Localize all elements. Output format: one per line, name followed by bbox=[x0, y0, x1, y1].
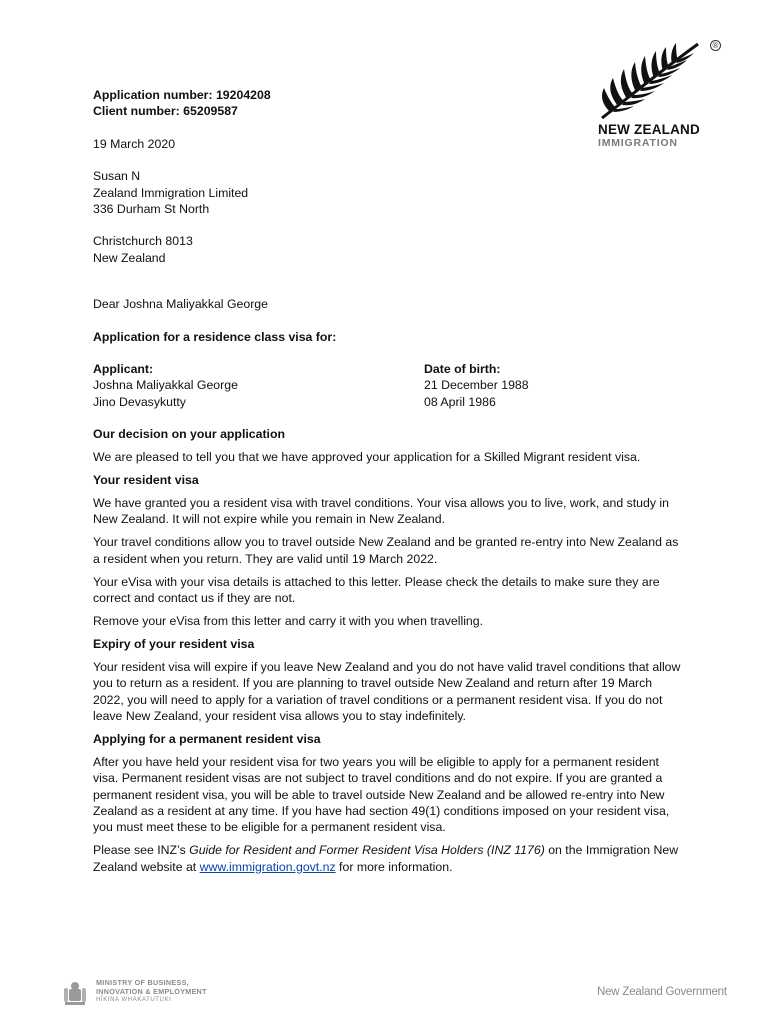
paragraph-more-info: Please see INZ’s Guide for Resident and Former Resident Visa Holders (INZ 1176) on the Immigration New Zealand website at www.immigration.govt.nz for more information. bbox=[93, 843, 679, 874]
mbie-logo bbox=[60, 977, 207, 1007]
mbie-line: MINISTRY OF BUSINESS, bbox=[96, 978, 189, 988]
address-line: New Zealand bbox=[93, 250, 166, 265]
paragraph: Remove your eVisa from this letter and carry it with you when travelling. bbox=[93, 613, 484, 628]
section-title-expiry: Expiry of your resident visa bbox=[93, 636, 255, 651]
coat-of-arms-icon bbox=[60, 977, 90, 1007]
client-number: Client number: 65209587 bbox=[93, 104, 238, 119]
paragraph: After you have held your resident visa for two years you will be eligible to apply for a permanent resident visa. Permanent resident visas are not subject to travel conditions and do not expire. If you are granted a permanent resident visa, you will be able to travel outside New Zealand and be allowed re-entry into New Zealand as a resident at any time. If you have had section 49(1) conditions imposed on your resident visa, you must meet these to be eligible for a permanent resident visa. bbox=[93, 754, 670, 835]
immigration-website-link[interactable]: www.immigration.govt.nz bbox=[199, 859, 336, 874]
letter-body bbox=[93, 87, 683, 882]
address-line: Christchurch 8013 bbox=[93, 234, 193, 249]
logo-title: NEW ZEALAND bbox=[598, 122, 700, 137]
logo-subtitle: IMMIGRATION bbox=[598, 137, 678, 149]
nz-government-logo: New Zealand Government bbox=[597, 986, 727, 998]
section-title-decision: Our decision on your application bbox=[93, 427, 285, 442]
applicants-table bbox=[93, 361, 683, 410]
dob-header: Date of birth: bbox=[424, 362, 501, 377]
paragraph: Your resident visa will expire if you leave New Zealand and you do not have valid travel conditions that allow you to return as a resident. If you are planning to travel outside New Zealand and return after 19 March 2022, you will need to apply for a variation of travel conditions or a permanent resident visa. If you do not leave New Zealand, your resident visa allows you to stay indefinitely. bbox=[93, 659, 681, 723]
subject-line: Application for a residence class visa for: bbox=[93, 329, 337, 344]
guide-title: Guide for Resident and Former Resident Visa Holders (INZ 1176) bbox=[189, 843, 545, 858]
applicant-header: Applicant: bbox=[93, 362, 154, 377]
mbie-line: INNOVATION & EMPLOYMENT bbox=[96, 986, 207, 996]
paragraph: We have granted you a resident visa with travel conditions. Your visa allows you to live, work, and study in New Zealand. It will not expire while you remain in New Zealand. bbox=[93, 496, 669, 527]
address-line: Zealand Immigration Limited bbox=[93, 185, 249, 200]
paragraph: We are pleased to tell you that we have approved your application for a Skilled Migrant resident visa. bbox=[93, 450, 641, 465]
registered-mark: ® bbox=[710, 40, 721, 51]
application-number: Application number: 19204208 bbox=[93, 88, 271, 102]
applicant-dob: 21 December 1988 bbox=[424, 378, 529, 393]
salutation: Dear Joshna Maliyakkal George bbox=[93, 297, 268, 312]
paragraph: Your eVisa with your visa details is attached to this letter. Please check the details to make sure they are correct and contact us if they are not. bbox=[93, 574, 660, 606]
address-line: Susan N bbox=[93, 169, 141, 184]
section-title-resident-visa: Your resident visa bbox=[93, 473, 199, 488]
applicant-name: Joshna Maliyakkal George bbox=[93, 378, 238, 393]
address-line: 336 Durham St North bbox=[93, 202, 210, 217]
applicant-dob: 08 April 1986 bbox=[424, 394, 496, 409]
letter-date: 19 March 2020 bbox=[93, 136, 176, 151]
applicant-name: Jino Devasykutty bbox=[93, 394, 186, 409]
section-title-permanent: Applying for a permanent resident visa bbox=[93, 731, 321, 746]
mbie-line: HĪKINA WHAKATUTUKI bbox=[96, 997, 172, 1004]
paragraph: Your travel conditions allow you to travel outside New Zealand and be granted re-entry into New Zealand as a resident when you return. They are valid until 19 March 2022. bbox=[93, 535, 679, 566]
